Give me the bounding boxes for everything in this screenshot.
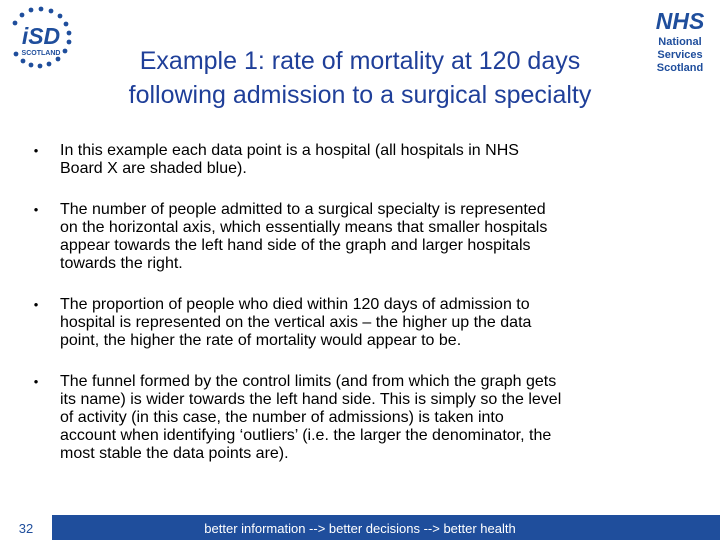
page-number: 32 [0, 515, 52, 540]
bullet-line: The funnel formed by the control limits (and from which the graph gets [60, 373, 557, 390]
bullet-dot-icon: • [33, 374, 39, 389]
bullet-line: The proportion of people who died within 120 days of admission to [60, 296, 530, 313]
slide-title-line-1: Example 1: rate of mortality at 120 days [139, 47, 581, 75]
bullet-line: The number of people admitted to a surgical specialty is represented [60, 201, 546, 218]
nhs-logo-badge-text: NHS [655, 8, 705, 34]
bullet-line: appear towards the left hand side of the graph and larger hospitals [60, 237, 531, 254]
bullet-dot-icon: • [33, 143, 39, 158]
bullet-dot-icon: • [33, 297, 39, 312]
bullet-item [30, 201, 696, 273]
bullet-line: Board X are shaded blue). [60, 160, 247, 177]
slide-title-line-2: following admission to a surgical specialty [128, 81, 592, 109]
slide-title [40, 44, 680, 112]
bullet-line: In this example each data point is a hospital (all hospitals in NHS [60, 142, 519, 159]
bullet-item [30, 373, 696, 463]
bullet-line: account when identifying ‘outliers’ (i.e. the larger the denominator, the [60, 427, 552, 444]
bullet-line: point, the higher the rate of mortality would appear to be. [60, 332, 462, 349]
isd-logo-subtext: SCOTLAND [21, 50, 61, 57]
nhs-logo-line1: National [658, 36, 702, 48]
bullet-dot-icon: • [33, 202, 39, 217]
nhs-logo-line2: Services [657, 49, 703, 61]
nhs-logo-line3: Scotland [656, 62, 704, 74]
bullet-line: most stable the data points are). [60, 445, 289, 462]
bullet-line: its name) is wider towards the left hand side. This is simply so the level [60, 391, 562, 408]
footer-tagline: better information --> better decisions --> better health [204, 521, 516, 536]
bullet-line: hospital is represented on the vertical axis – the higher up the data [60, 314, 532, 331]
bullet-item [30, 142, 696, 178]
isd-logo-text: iSD [21, 23, 61, 49]
bullet-item [30, 296, 696, 350]
footer-bar [0, 515, 720, 540]
bullet-line: towards the right. [60, 255, 183, 272]
bullet-line: on the horizontal axis, which essentially means that smaller hospitals [60, 219, 548, 236]
bullet-list [30, 142, 696, 463]
bullet-line: of activity (in this case, the number of admissions) is taken into [60, 409, 504, 426]
